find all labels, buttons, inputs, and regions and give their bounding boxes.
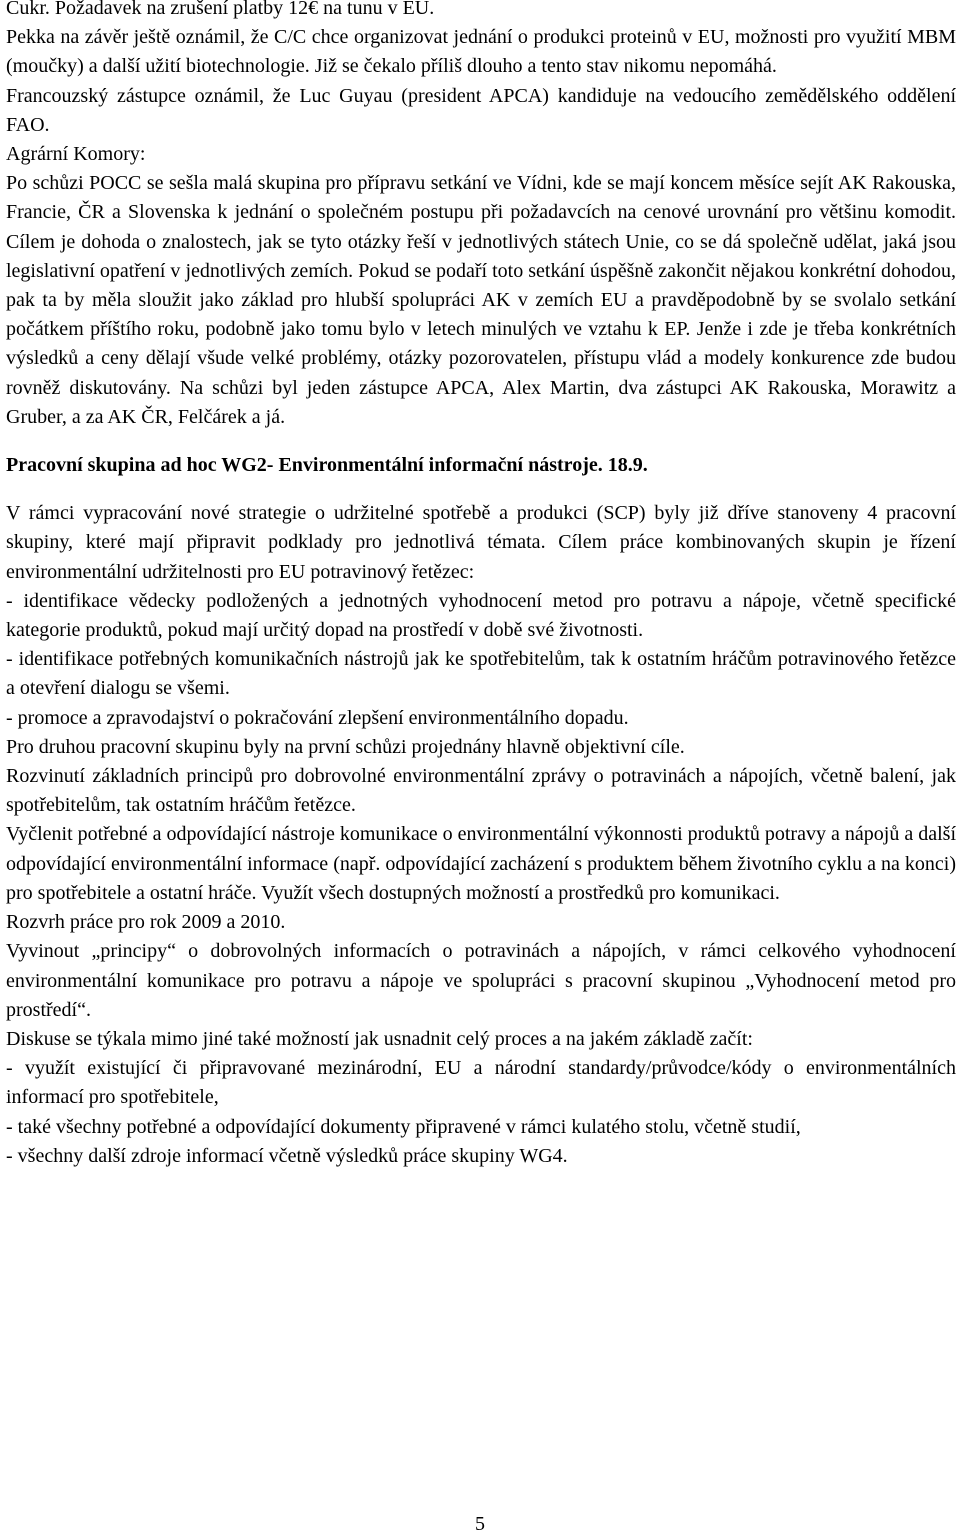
list-item-identification-methods: - identifikace vědecky podložených a jednotných vyhodnocení metod pro potravu a nápoje, včetně specifické kategorie produktů, pokud mají určitý dopad na prostředí v době své životnosti. [6, 589, 956, 642]
paragraph-second-group: Pro druhou pracovní skupinu byly na první schůzi projednány hlavně objektivní cíle. [6, 735, 685, 758]
paragraph-scp-strategy: V rámci vypracování nové strategie o udržitelné spotřebě a produkci (SCP) byly již dříve stanoveny 4 pracovní skupiny, které mají připravit podklady pro jednotlivá témata. Cílem práce kombinovaných skupin je řízení environmentální udržitelnosti pro EU potravinový řetězec: [6, 502, 956, 583]
paragraph-sugar: Cukr. Požadavek na zrušení platby 12€ na tunu v EU. [6, 0, 435, 19]
list-item-documents: - také všechny potřebné a odpovídající dokumenty připravené v rámci kulatého stolu, včetně studií, [6, 1115, 801, 1138]
list-item-promotion: - promoce a zpravodajství o pokračování zlepšení environmentálního dopadu. [6, 706, 629, 729]
paragraph-tools: Vyčlenit potřebné a odpovídající nástroje komunikace o environmentální výkonnosti produktů potravy a nápojů a další odpovídající environmentální informace (např. odpovídající zacházení s produktem během životního cyklu a na konci) pro spotřebitele a ostatní hráče. Využít všech dostupných možností a prostředků pro komunikaci. [6, 823, 956, 904]
paragraph-french-representative: Francouzský zástupce oznámil, že Luc Guyau (president APCA) kandiduje na vedoucího zemědělského oddělení FAO. [6, 84, 956, 136]
paragraph-schedule: Rozvrh práce pro rok 2009 a 2010. [6, 911, 286, 934]
paragraph-principles: Rozvinutí základních principů pro dobrovolné environmentální zprávy o potravinách a nápojích, včetně balení, jak spotřebitelům, tak ostatním hráčům řetězce. [6, 765, 956, 817]
list-item-communication-tools: - identifikace potřebných komunikačních nástrojů jak ke spotřebitelům, tak k ostatním hráčům potravinového řetězce a otevření dialogu se všemi. [6, 648, 956, 700]
list-item-other-sources: - všechny další zdroje informací včetně výsledků práce skupiny WG4. [6, 1144, 568, 1167]
page-number: 5 [475, 1513, 485, 1535]
paragraph-pocc-meeting: Po schůzi POCC se sešla malá skupina pro přípravu setkání ve Vídni, kde se mají koncem měsíce sejít AK Rakouska, Francie, ČR a Slovenska k jednání o společném postupu při požadavcích na cenové urovnání pro většinu komodit. Cílem je dohoda o znalostech, jak se tyto otázky řeší v jednotlivých státech Unie, co se dá společně udělat, jaká jsou legislativní opatření v jednotlivých zemích. Pokud se podaří toto setkání úspěšně zakončit nějakou konkrétní dohodou, pak ta by měla sloužit jako základ pro hlubší spolupráci AK v zemích EU a pravděpodobně by se svolalo setkání počátkem příštího roku, podobně jako tomu bylo v letech minulých ve vztahu k EP. Jenže i zde je třeba konkrétních výsledků a ceny dělají všude velké problémy, otázky pozorovatelen, přístupu vlád a modely konkurence zde budou rovněž diskutovány. Na schůzi byl jeden zástupce APCA, Alex Martin, dva zástupci AK Rakouska, Morawitz a Gruber, a za AK ČR, Felčárek a já. [6, 172, 956, 428]
paragraph-agrarian-chambers-label: Agrární Komory: [6, 143, 146, 166]
paragraph-pekka: Pekka na závěr ještě oznámil, že C/C chce organizovat jednání o produkci proteinů v EU, možnosti pro využití MBM (moučky) a další užití biotechnologie. Již se čekalo příliš dlouho a tento stav nikomu nepomáhá. [6, 26, 956, 78]
paragraph-discussion: Diskuse se týkala mimo jiné také možností jak usnadnit celý proces a na jakém základě začít: [6, 1027, 753, 1050]
list-item-standards: - využít existující či připravované mezinárodní, EU a národní standardy/průvodce/kódy o environmentálních informací pro spotřebitele, [6, 1057, 956, 1109]
document-page [6, 0, 956, 1171]
section-heading: Pracovní skupina ad hoc WG2- Environmentální informační nástroje. 18.9. [6, 454, 648, 477]
paragraph-develop-principles: Vyvinout „principy“ o dobrovolných informacích o potravinách a nápojích, v rámci celkového vyhodnocení environmentální komunikace pro potravu a nápoje ve spolupráci s pracovní skupinou „Vyhodnocení metod pro prostředí“. [6, 940, 956, 1021]
